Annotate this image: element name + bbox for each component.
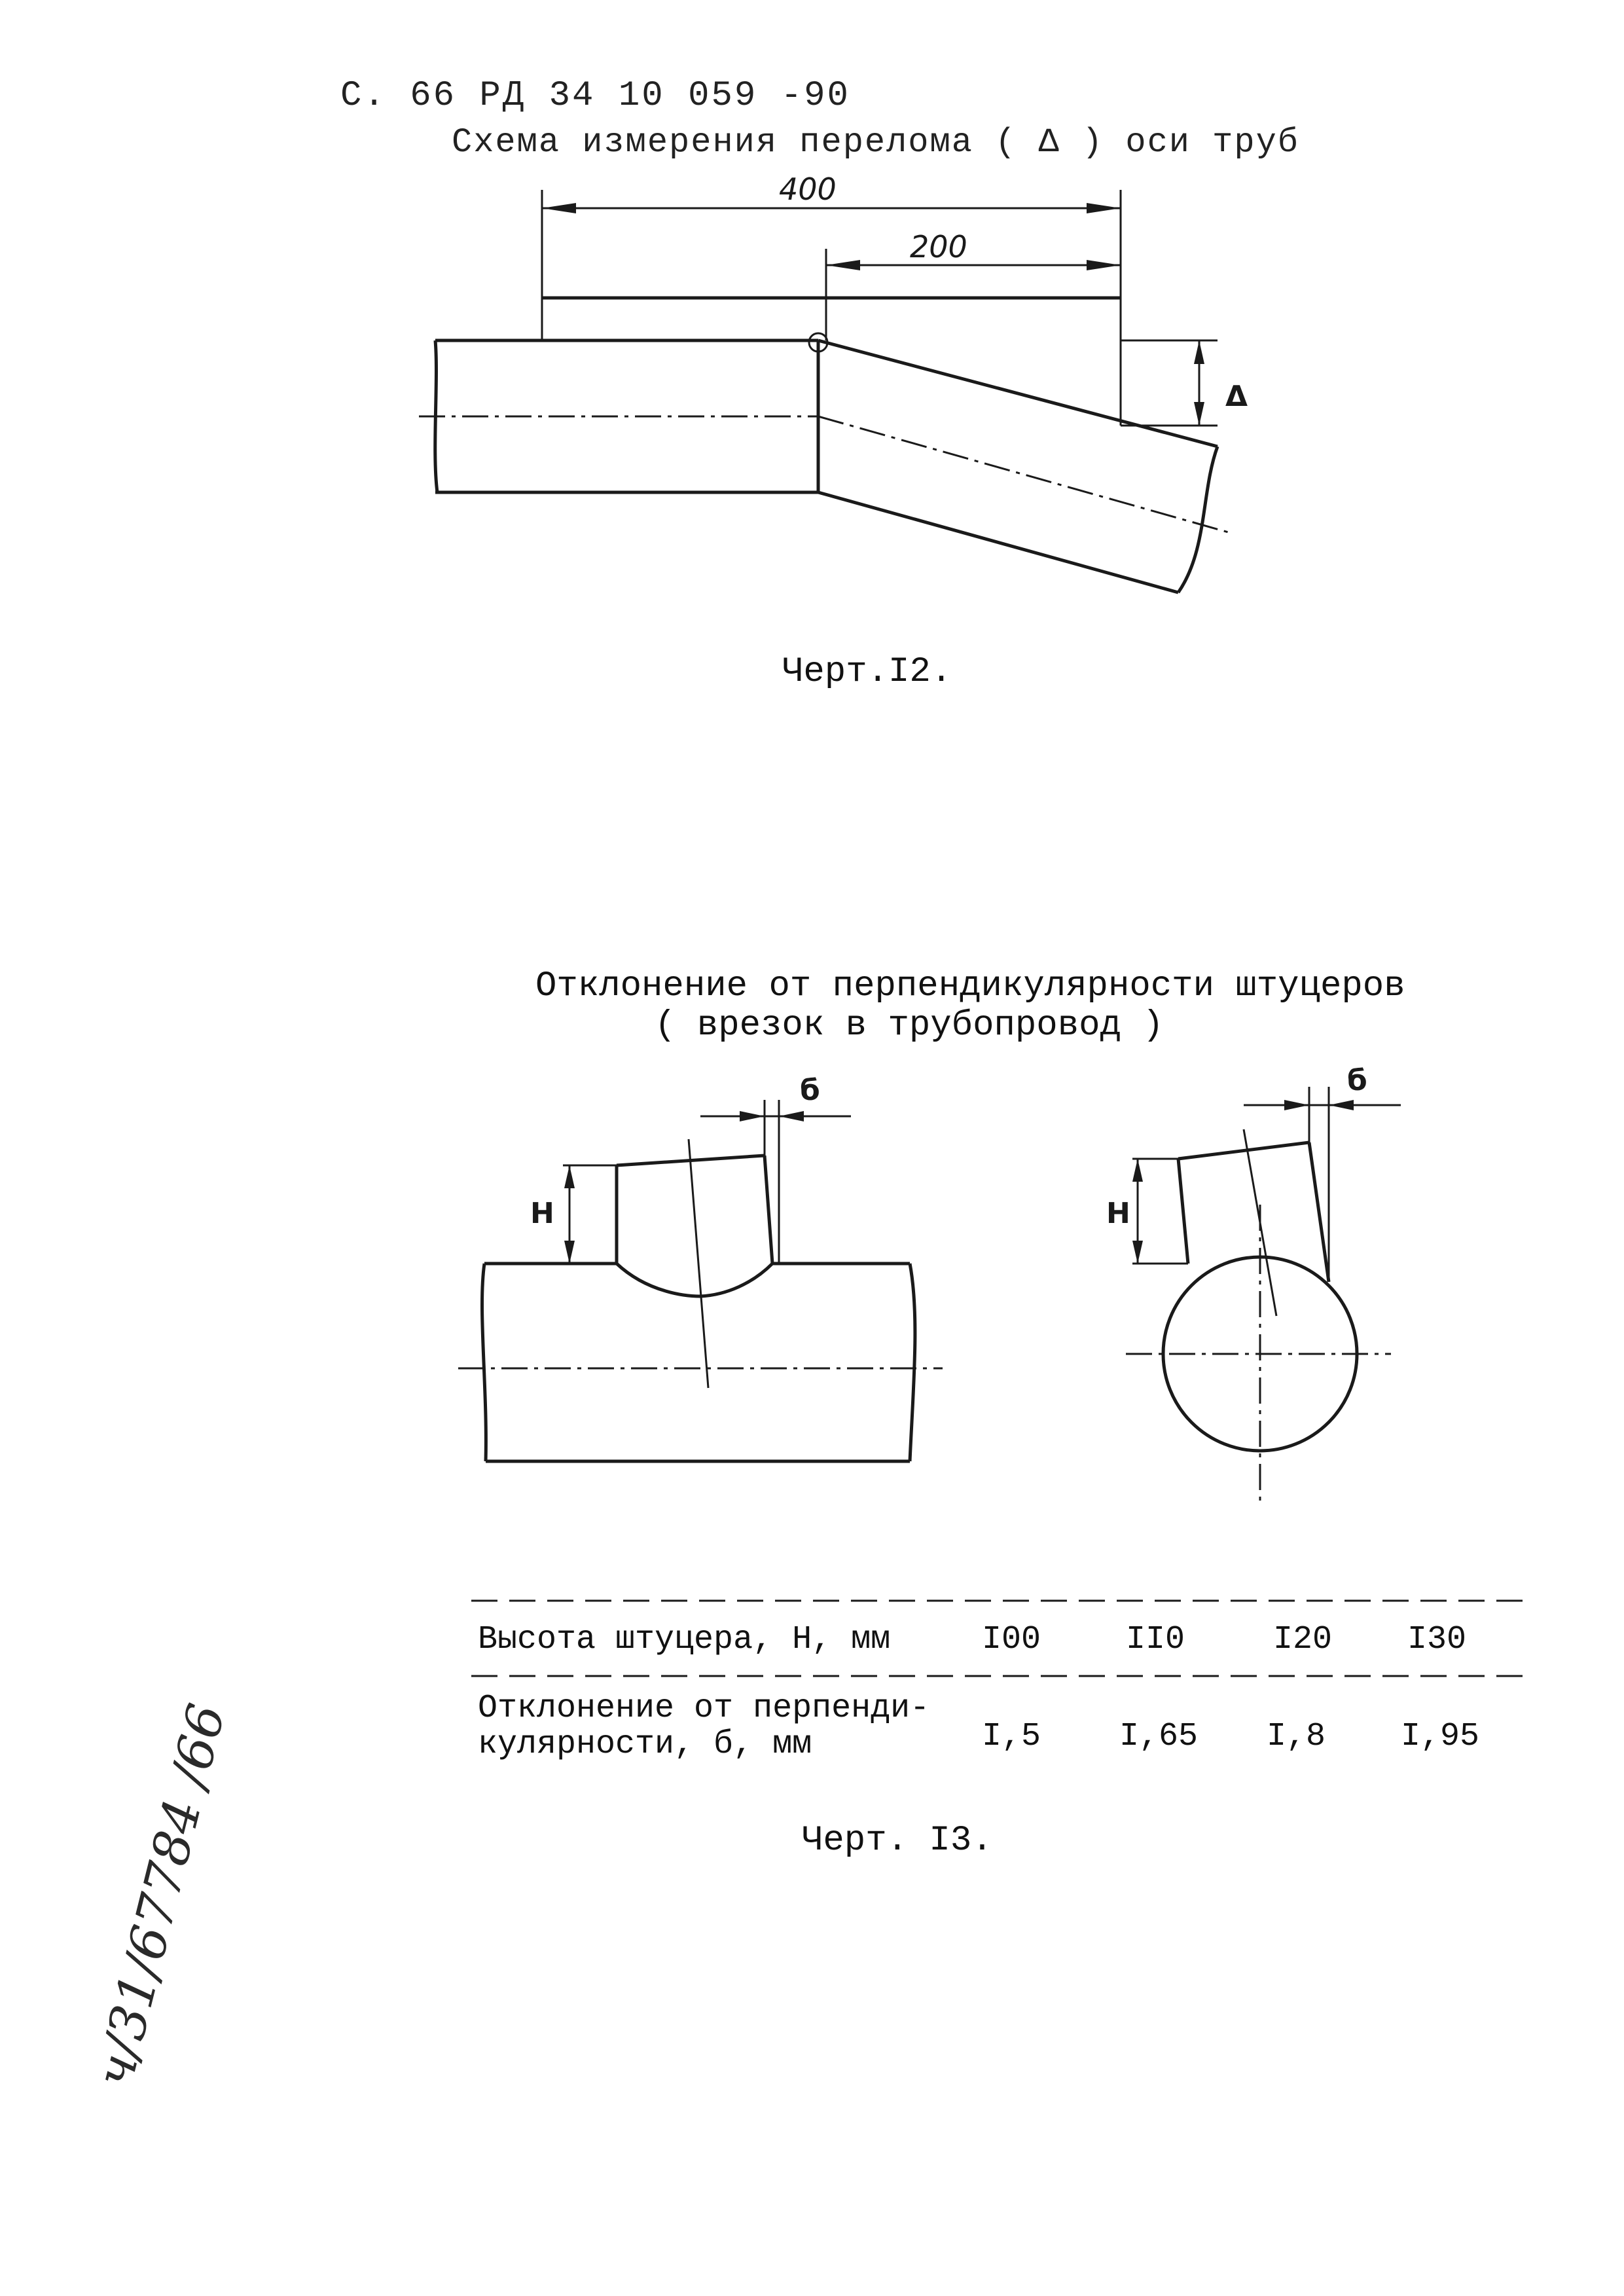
row1-value: I30 xyxy=(1407,1621,1467,1658)
row1-value: II0 xyxy=(1126,1621,1185,1658)
b-label: б xyxy=(800,1074,820,1107)
arrow-right xyxy=(1284,1100,1309,1110)
delta-label: Δ xyxy=(1225,380,1248,413)
row2-value: I,5 xyxy=(982,1718,1041,1755)
row2-value: I,95 xyxy=(1401,1718,1480,1755)
arrow-down xyxy=(1194,402,1204,426)
figure-13-right-drawing xyxy=(1106,1064,1401,1506)
figure-13-left-drawing xyxy=(458,1074,943,1461)
row2-label-line-1: Отклонение от перпенди- xyxy=(478,1690,930,1727)
pipe-right-break xyxy=(910,1264,915,1461)
arrow-left xyxy=(826,260,860,270)
right-pipe-top xyxy=(818,340,1218,446)
figure-13-caption: Черт. I3. xyxy=(802,1821,993,1861)
pipe-top-edge xyxy=(484,1264,910,1296)
branch-right-wall xyxy=(1309,1142,1329,1282)
row2-value: I,65 xyxy=(1119,1718,1199,1755)
row1-value: I00 xyxy=(982,1621,1041,1658)
archive-handwritten-note: ч/31/67784 /66 xyxy=(85,1698,238,2093)
branch-right-wall xyxy=(765,1156,772,1264)
figure-13-title-line-1: Отклонение от перпендикулярности штуцеров xyxy=(535,966,1405,1006)
branch-axis xyxy=(1244,1129,1276,1316)
dim-400-label: 400 xyxy=(779,172,837,207)
arrow-right xyxy=(740,1111,765,1121)
document-header: С. 66 РД 34 10 059 -90 xyxy=(340,76,850,116)
row1-label: Высота штуцера, Н, мм xyxy=(478,1621,891,1658)
figure-13-title-line-2: ( врезок в трубопровод ) xyxy=(655,1006,1164,1046)
row2-value: I,8 xyxy=(1267,1718,1326,1755)
arrow-left xyxy=(779,1111,804,1121)
figure-12-title: Схема измерения перелома ( Δ ) оси труб xyxy=(452,123,1299,162)
right-pipe-bottom xyxy=(818,492,1178,592)
b-label: б xyxy=(1347,1064,1367,1097)
arrow-up xyxy=(564,1165,575,1188)
branch-left-wall xyxy=(1178,1159,1188,1264)
row2-label-line-2: кулярности, б, мм xyxy=(478,1726,812,1763)
arrow-right xyxy=(1087,260,1121,270)
figure-12-caption: Черт.I2. xyxy=(782,652,952,692)
deviation-table xyxy=(471,1588,1519,1784)
row1-value: I20 xyxy=(1273,1621,1333,1658)
arrow-right xyxy=(1087,203,1121,213)
pipe-left-break xyxy=(482,1264,486,1461)
h-label: Н xyxy=(530,1197,554,1230)
h-label: Н xyxy=(1106,1197,1130,1230)
arrow-left xyxy=(542,203,576,213)
branch-axis xyxy=(689,1139,708,1388)
arrow-left xyxy=(1329,1100,1354,1110)
branch-top xyxy=(1178,1142,1309,1159)
figure-12-drawing xyxy=(419,172,1248,592)
arrow-down xyxy=(564,1241,575,1264)
arrow-up xyxy=(1132,1159,1143,1182)
arrow-up xyxy=(1194,340,1204,364)
dim-200-label: 200 xyxy=(910,229,967,264)
arrow-down xyxy=(1132,1241,1143,1264)
